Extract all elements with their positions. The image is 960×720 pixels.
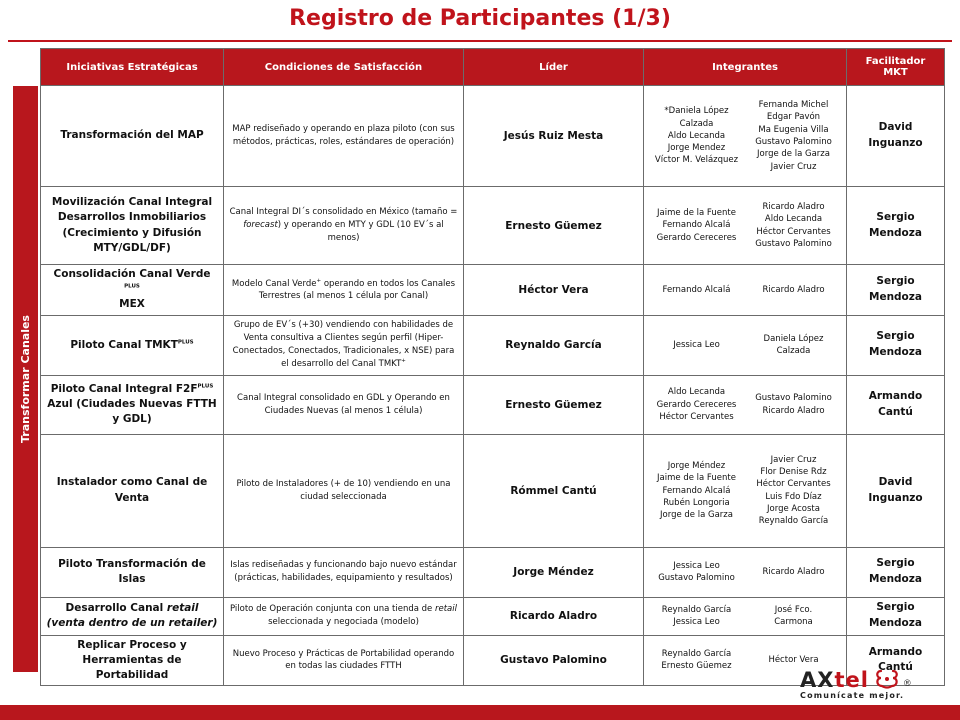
table-row (41, 265, 945, 316)
members-cell (644, 187, 847, 265)
members-list-left: Jessica Leo Gustavo Palomino (658, 560, 735, 584)
footer-bar (0, 705, 960, 720)
table-row (41, 547, 945, 597)
members-list-left: Jessica Leo (673, 340, 720, 350)
initiative-text: Consolidación Canal Verde (53, 268, 211, 280)
header-condiciones: Condiciones de Satisfacción (224, 49, 464, 86)
facilitator-cell: David Inguanzo (847, 434, 945, 547)
initiative-text: MEX (119, 298, 145, 311)
condition-superscript: + (316, 277, 322, 284)
title-underline (8, 40, 952, 42)
condition-emphasis: forecast (243, 220, 278, 231)
table-row (41, 434, 945, 547)
header-facilitador: Facilitador MKT (847, 49, 945, 86)
leader-cell: Ernesto Güemez (464, 375, 644, 434)
members-list-left: Reynaldo García Jessica Leo (661, 604, 732, 628)
members-list-right: Javier Cruz Flor Denise Rdz Héctor Cervantes Luis Fdo Díaz Jorge Acosta Reynaldo García (756, 454, 831, 527)
facilitator-cell: Sergio Mendoza (847, 187, 945, 265)
condition-text: operando en todos los Canales Terrestres (al menos 1 célula por Canal) (258, 278, 456, 302)
condition-cell (224, 597, 464, 635)
condition-cell: Islas rediseñadas y funcionando bajo nuevo estándar (prácticas, habilidades, equipamiento y resultados) (224, 547, 464, 597)
facilitator-cell: Armando Cantú (847, 635, 945, 686)
members-cell (644, 265, 847, 316)
leader-cell: Ernesto Güemez (464, 187, 644, 265)
leader-cell: Gustavo Palomino (464, 635, 644, 686)
logo-registered-mark: ® (904, 678, 911, 688)
initiative-cell (41, 597, 224, 635)
initiative-superscript: PLUS (197, 383, 214, 390)
table-header-row (41, 49, 945, 86)
condition-cell: Canal Integral consolidado en GDL y Operando en Ciudades Nuevas (al menos 1 célula) (224, 375, 464, 434)
table-row (41, 597, 945, 635)
axtel-symbol-icon (874, 668, 900, 692)
facilitator-cell: David Inguanzo (847, 86, 945, 187)
members-cell (644, 375, 847, 434)
condition-superscript: + (401, 358, 406, 365)
condition-cell: Nuevo Proceso y Prácticas de Portabilidad operando en todas las ciudades FTTH (224, 635, 464, 686)
condition-cell (224, 315, 464, 375)
members-list-left: Aldo Lecanda Gerardo Cereceres Héctor Cervantes (656, 387, 737, 422)
members-list-right: José Fco. Carmona (774, 604, 813, 628)
initiative-cell (41, 265, 224, 316)
header-integrantes: Integrantes (644, 49, 847, 86)
initiative-cell: Replicar Proceso y Herramientas de Portabilidad (41, 635, 224, 686)
facilitator-cell: Sergio Mendoza (847, 315, 945, 375)
initiative-text: Desarrollo Canal (65, 601, 167, 614)
facilitator-cell: Sergio Mendoza (847, 265, 945, 316)
header-lider: Líder (464, 49, 644, 86)
members-cell (644, 315, 847, 375)
table-row (41, 375, 945, 434)
members-list-right: Héctor Vera (768, 655, 819, 666)
initiative-text: Piloto Canal TMKT (70, 338, 178, 351)
members-cell (644, 434, 847, 547)
condition-text: seleccionada y negociada (modelo) (268, 617, 419, 628)
logo-word-dark: AX (800, 668, 835, 692)
initiative-cell (41, 375, 224, 434)
members-cell (644, 597, 847, 635)
logo-wordmark (800, 668, 869, 692)
initiative-cell (41, 315, 224, 375)
initiative-cell: Piloto Transformación de Islas (41, 547, 224, 597)
facilitator-cell: Sergio Mendoza (847, 547, 945, 597)
initiative-superscript: PLUS (177, 339, 194, 346)
side-category-label: Transformar Canales (19, 315, 32, 443)
members-list-right: Daniela López Calzada (763, 333, 824, 357)
members-list-right: Fernanda Michel Edgar Pavón Ma Eugenia Villa Gustavo Palomino Jorge de la Garza Javier Cruz (755, 100, 832, 172)
condition-text: ) y operando en MTY y GDL (10 EV´s al menos) (277, 220, 444, 243)
condition-cell: MAP rediseñado y operando en plaza piloto (con sus métodos, prácticas, roles, estándares de operación) (224, 86, 464, 187)
participants-table (40, 48, 945, 686)
members-list-left: Fernando Alcalá (662, 284, 731, 295)
condition-cell (224, 265, 464, 316)
initiative-cell: Transformación del MAP (41, 86, 224, 187)
leader-cell: Rómmel Cantú (464, 434, 644, 547)
initiative-cell: Instalador como Canal de Venta (41, 434, 224, 547)
table-row (41, 315, 945, 375)
members-list-right: Ricardo Aladro Aldo Lecanda Héctor Cervantes Gustavo Palomino (755, 201, 832, 249)
condition-text: Grupo de EV´s (+30) vendiendo con habilidades de Venta consultiva a Clientes según perfil (Hiper-Conectados, Conectados, Tradicionales, x NSE) para el desarrollo del Canal TMKT (232, 320, 455, 370)
condition-cell (224, 187, 464, 265)
condition-text: Canal Integral DI´s consolidado en México (tamaño = (229, 207, 458, 218)
members-list-right: Gustavo Palomino Ricardo Aladro (755, 393, 832, 416)
members-list-left: Jorge Méndez Jaime de la Fuente Fernando Alcalá Rubén Longoria Jorge de la Garza (657, 460, 736, 521)
logo-tagline: Comunícate mejor. (800, 691, 905, 700)
condition-cell: Piloto de Instaladores (+ de 10) vendiendo en una ciudad seleccionada (224, 434, 464, 547)
logo-word-red: tel (834, 668, 869, 692)
initiative-cell: Movilización Canal Integral Desarrollos Inmobiliarios (Crecimiento y Difusión MTY/GDL/DF) (41, 187, 224, 265)
initiative-superscript: PLUS (124, 283, 140, 290)
initiative-emphasis: retail (venta dentro de un retailer) (46, 601, 218, 630)
table-row (41, 86, 945, 187)
condition-text: Modelo Canal Verde (231, 278, 317, 289)
leader-cell: Jesús Ruiz Mesta (464, 86, 644, 187)
leader-cell: Reynaldo García (464, 315, 644, 375)
members-cell (644, 86, 847, 187)
leader-cell: Ricardo Aladro (464, 597, 644, 635)
leader-cell: Jorge Méndez (464, 547, 644, 597)
members-list-left: Jaime de la Fuente Fernando Alcalá Gerardo Cereceres (656, 208, 737, 243)
facilitator-cell: Armando Cantú (847, 375, 945, 434)
side-category-band (13, 86, 38, 672)
condition-text: Piloto de Operación conjunta con una tienda de (229, 604, 435, 615)
table-row (41, 187, 945, 265)
axtel-logo (800, 668, 920, 702)
members-cell (644, 547, 847, 597)
page-title: Registro de Participantes (1/3) (289, 6, 671, 31)
leader-cell: Héctor Vera (464, 265, 644, 316)
members-list-right: Ricardo Aladro (762, 567, 825, 577)
members-list-left: Reynaldo García Ernesto Güemez (661, 649, 732, 672)
members-list-left: *Daniela López Calzada Aldo Lecanda Jorge Mendez Víctor M. Velázquez (654, 106, 739, 166)
initiative-text: Piloto Canal Integral F2F (50, 382, 198, 395)
header-iniciativas: Iniciativas Estratégicas (41, 49, 224, 86)
members-list-right: Ricardo Aladro (762, 284, 825, 295)
condition-emphasis: retail (435, 604, 457, 615)
initiative-text: Azul (Ciudades Nuevas FTTH y GDL) (47, 398, 217, 426)
facilitator-cell: Sergio Mendoza (847, 597, 945, 635)
